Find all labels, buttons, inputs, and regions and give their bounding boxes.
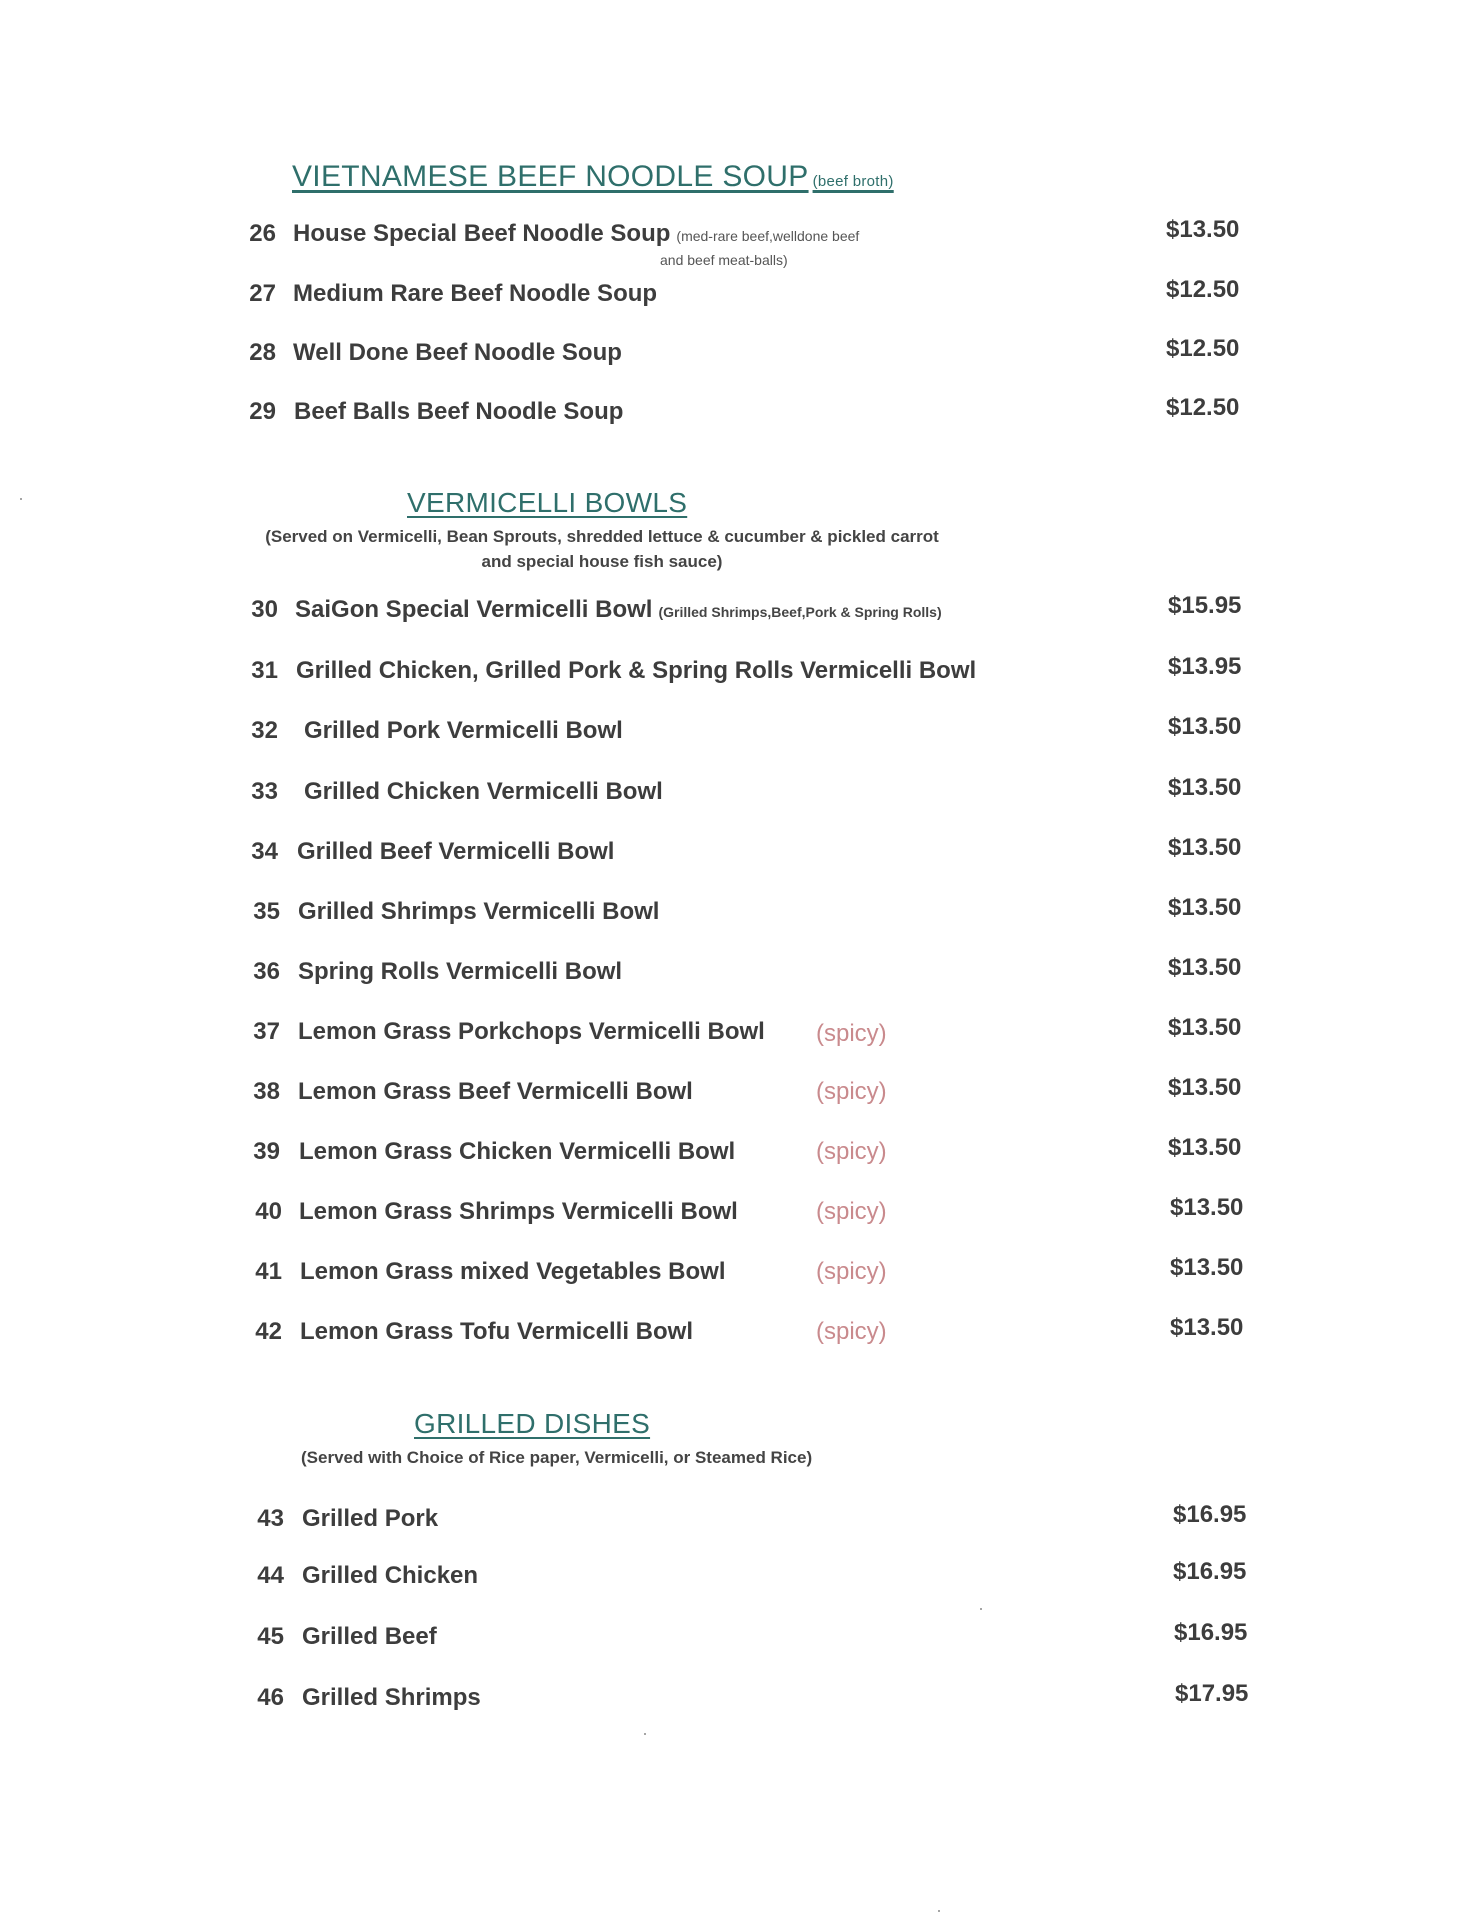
item-price: $12.50 [1166, 335, 1240, 362]
item-price: $13.50 [1166, 216, 1240, 243]
spicy-label: (spicy) [816, 1020, 887, 1047]
section-subtitle [232, 524, 972, 574]
section-heading-vermicelli-bowls [407, 487, 687, 519]
item-name: Grilled Pork [302, 1505, 439, 1532]
menu-item [0, 335, 1484, 379]
item-name-text: House Special Beef Noodle Soup [293, 220, 671, 247]
item-name: Grilled Shrimps [302, 1684, 481, 1711]
section-title: VERMICELLI BOWLS [407, 487, 688, 518]
scan-speck [938, 1910, 940, 1912]
item-number: 42 [255, 1318, 282, 1345]
item-price: $13.50 [1168, 954, 1242, 981]
item-number: 37 [253, 1018, 280, 1045]
item-number: 46 [257, 1684, 284, 1711]
section-title: VIETNAMESE BEEF NOODLE SOUP [292, 160, 809, 193]
item-name: Lemon Grass mixed Vegetables Bowl [300, 1258, 726, 1285]
section-title: GRILLED DISHES [414, 1408, 651, 1439]
item-name: Lemon Grass Tofu Vermicelli Bowl [300, 1318, 693, 1345]
item-price: $16.95 [1174, 1619, 1248, 1646]
item-price: $13.50 [1168, 834, 1242, 861]
item-price: $17.95 [1175, 1680, 1249, 1707]
item-price: $12.50 [1166, 276, 1240, 303]
item-price: $13.50 [1168, 1134, 1242, 1161]
item-price: $13.95 [1168, 653, 1242, 680]
spicy-label: (spicy) [816, 1198, 887, 1225]
item-name: Grilled Chicken [302, 1562, 479, 1589]
item-number: 34 [251, 838, 278, 865]
section-title-note: (beef broth) [812, 173, 894, 190]
item-number: 35 [253, 898, 280, 925]
item-number: 26 [249, 220, 276, 247]
menu-item [0, 713, 1484, 757]
item-price: $16.95 [1173, 1501, 1247, 1528]
item-name: Grilled Beef Vermicelli Bowl [297, 838, 615, 865]
menu-item [0, 894, 1484, 938]
item-name: Lemon Grass Shrimps Vermicelli Bowl [299, 1198, 738, 1225]
subtitle-line-2: and special house fish sauce) [481, 552, 723, 571]
spicy-label: (spicy) [816, 1318, 887, 1345]
item-number: 27 [249, 280, 276, 307]
item-name: Lemon Grass Porkchops Vermicelli Bowl [298, 1018, 765, 1045]
item-name: Beef Balls Beef Noodle Soup [294, 398, 624, 425]
scan-speck [20, 498, 22, 500]
item-name: Grilled Chicken Vermicelli Bowl [304, 778, 663, 805]
item-number: 39 [253, 1138, 280, 1165]
menu-item [0, 834, 1484, 878]
item-name [293, 220, 859, 248]
menu-item [0, 1134, 1484, 1178]
item-number: 43 [257, 1505, 284, 1532]
item-number: 40 [255, 1198, 282, 1225]
menu-item [0, 1014, 1484, 1058]
item-price: $13.50 [1168, 713, 1242, 740]
item-price: $16.95 [1173, 1558, 1247, 1585]
item-name: Lemon Grass Beef Vermicelli Bowl [298, 1078, 693, 1105]
menu-item [0, 954, 1484, 998]
menu-item [0, 216, 1484, 268]
item-number: 41 [255, 1258, 282, 1285]
item-name: Grilled Pork Vermicelli Bowl [304, 717, 623, 744]
section-heading-beef-noodle-soup [292, 160, 894, 194]
item-price: $13.50 [1170, 1254, 1244, 1281]
scan-speck [980, 1608, 982, 1610]
item-name: Well Done Beef Noodle Soup [293, 339, 622, 366]
section-heading-grilled-dishes [414, 1408, 650, 1440]
item-note: (med-rare beef,welldone beef [676, 228, 860, 244]
item-price: $13.50 [1168, 774, 1242, 801]
spicy-label: (spicy) [816, 1138, 887, 1165]
item-name: Grilled Chicken, Grilled Pork & Spring Rolls Vermicelli Bowl [296, 657, 977, 684]
item-number: 38 [253, 1078, 280, 1105]
section-subtitle: (Served with Choice of Rice paper, Vermicelli, or Steamed Rice) [301, 1448, 813, 1467]
item-price: $12.50 [1166, 394, 1240, 421]
item-number: 31 [251, 657, 278, 684]
menu-item [0, 1680, 1484, 1724]
item-price: $13.50 [1168, 1074, 1242, 1101]
item-name: Medium Rare Beef Noodle Soup [293, 280, 658, 307]
item-price: $15.95 [1168, 592, 1242, 619]
item-number: 28 [249, 339, 276, 366]
item-price: $13.50 [1168, 894, 1242, 921]
item-price: $13.50 [1168, 1014, 1242, 1041]
item-name: Lemon Grass Chicken Vermicelli Bowl [299, 1138, 736, 1165]
menu-item [0, 1558, 1484, 1602]
spicy-label: (spicy) [816, 1078, 887, 1105]
item-name: Grilled Beef [302, 1623, 437, 1650]
menu-item [0, 1619, 1484, 1663]
menu-item [0, 1501, 1484, 1545]
item-number: 29 [249, 398, 276, 425]
item-number: 45 [257, 1623, 284, 1650]
item-number: 33 [251, 778, 278, 805]
scan-speck [644, 1733, 646, 1735]
item-name: Grilled Shrimps Vermicelli Bowl [298, 898, 660, 925]
item-name [295, 596, 942, 624]
spicy-label: (spicy) [816, 1258, 887, 1285]
menu-item [0, 276, 1484, 320]
menu-item [0, 653, 1484, 697]
menu-item [0, 1254, 1484, 1298]
item-number: 36 [253, 958, 280, 985]
subtitle-line-1: (Served on Vermicelli, Bean Sprouts, shredded lettuce & cucumber & pickled carrot [265, 527, 939, 546]
menu-item [0, 774, 1484, 818]
menu-item [0, 1194, 1484, 1238]
item-name-text: SaiGon Special Vermicelli Bowl [295, 596, 653, 623]
menu-item [0, 1314, 1484, 1358]
item-price: $13.50 [1170, 1194, 1244, 1221]
item-number: 30 [251, 596, 278, 623]
item-name: Spring Rolls Vermicelli Bowl [298, 958, 623, 985]
item-note: (Grilled Shrimps,Beef,Pork & Spring Rolls) [658, 604, 942, 620]
menu-item [0, 592, 1484, 636]
menu-item [0, 394, 1484, 438]
item-note-continued: and beef meat-balls) [660, 252, 788, 268]
menu-item [0, 1074, 1484, 1118]
item-number: 44 [257, 1562, 284, 1589]
item-number: 32 [251, 717, 278, 744]
item-price: $13.50 [1170, 1314, 1244, 1341]
